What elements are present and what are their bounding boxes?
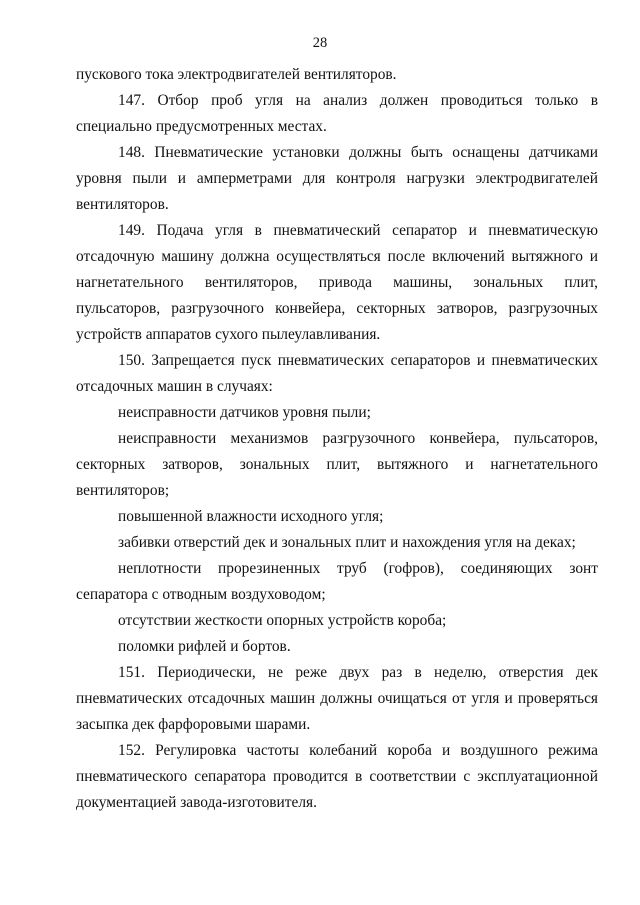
clause-148: 148. Пневматические установки должны быть оснащены датчиками уровня пыли и амперметрами для контроля нагрузки электродвигателей вентиляторов. (76, 144, 598, 213)
clause-149: 149. Подача угля в пневматический сепаратор и пневматическую отсадочную машину должна осуществляться после включений вытяжного и нагнетательного вентиляторов, привода машины, зональных плит, пульсаторов, разгрузочного конвейера, секторных затворов, разгрузочных устройств аппаратов сухого пылеулавливания. (76, 222, 598, 343)
paragraph-continuation: пускового тока электродвигателей вентиляторов. (76, 66, 397, 83)
list-item-riffles: поломки рифлей и бортов. (118, 638, 291, 655)
list-item-rigidity: отсутствии жесткости опорных устройств короба; (118, 612, 447, 629)
page-number: 28 (312, 35, 328, 51)
clause-150: 150. Запрещается пуск пневматических сепараторов и пневматических отсадочных машин в случаях: (76, 352, 598, 395)
list-item-humidity: повышенной влажности исходного угля; (118, 508, 384, 525)
list-item-clogging: забивки отверстий дек и зональных плит и нахождения угля на деках; (118, 534, 576, 551)
clause-152: 152. Регулировка частоты колебаний короба и воздушного режима пневматического сепаратора проводится в соответствии с эксплуатационной документацией завода-изготовителя. (76, 742, 598, 811)
clause-151: 151. Периодически, не реже двух раз в неделю, отверстия дек пневматических отсадочных машин должны очищаться от угля и проверяться засыпка дек фарфоровыми шарами. (76, 664, 598, 733)
document-body (76, 62, 598, 816)
list-item-mechanisms: неисправности механизмов разгрузочного конвейера, пульсаторов, секторных затворов, зональных плит, вытяжного и нагнетательного вентиляторов; (76, 430, 598, 499)
clause-147: 147. Отбор проб угля на анализ должен проводиться только в специально предусмотренных местах. (76, 92, 598, 135)
list-item-dust-sensors: неисправности датчиков уровня пыли; (118, 404, 371, 421)
list-item-pipe-leaks: неплотности прорезиненных труб (гофров), соединяющих зонт сепаратора с отводным воздуховодом; (76, 560, 598, 603)
